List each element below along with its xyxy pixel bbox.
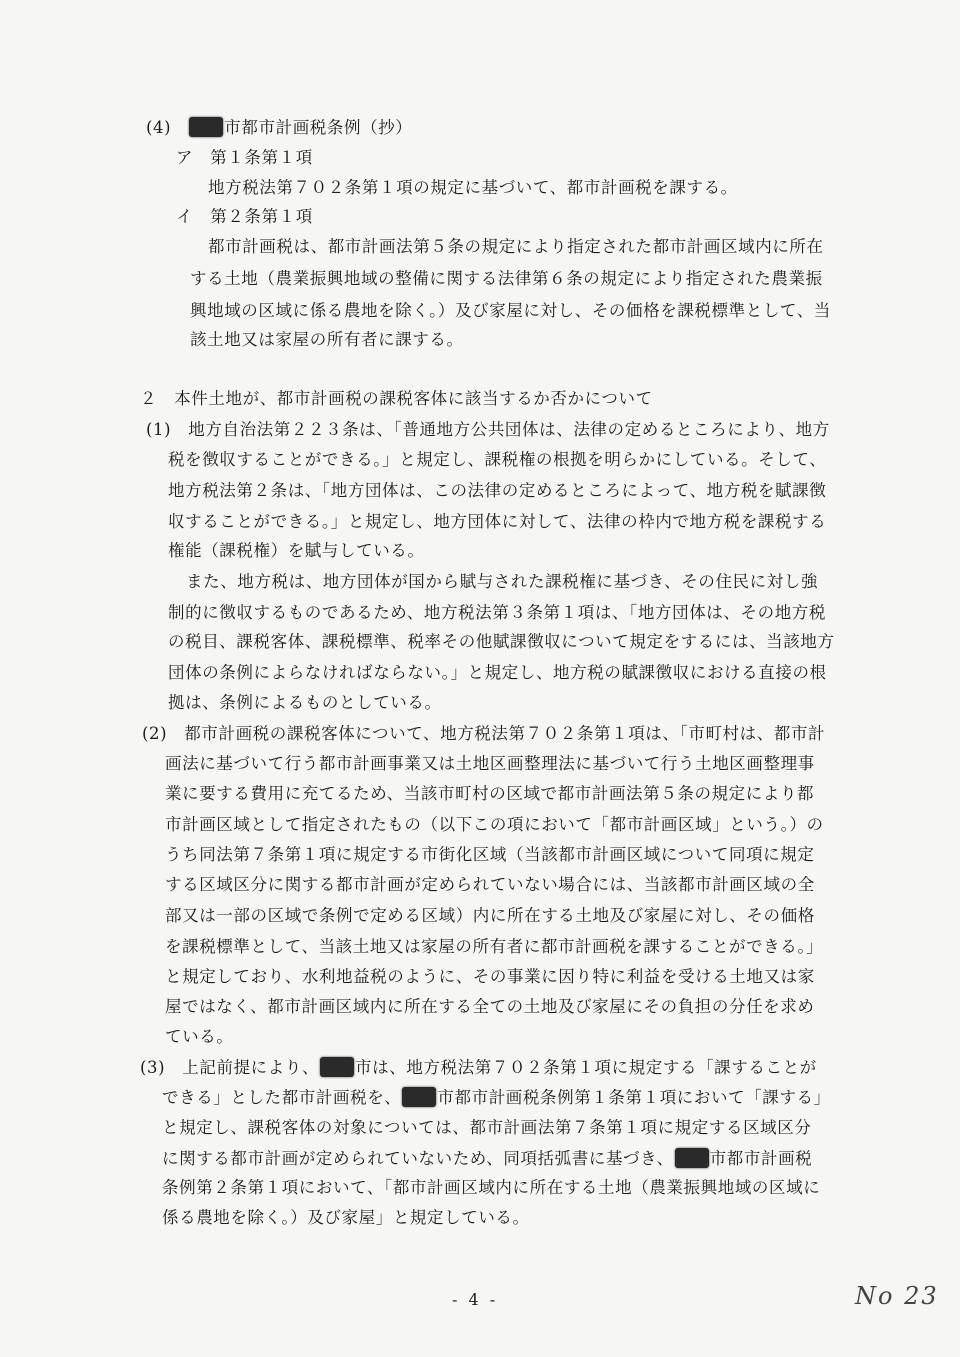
- paragraph3-line: (3) 上記前提により、 市は、地方税法第７０２条第１項に規定する「課することが: [140, 1058, 817, 1077]
- paragraph3-line: 係る農地を除く。）及び家屋」と規定している。: [162, 1208, 530, 1227]
- section2-heading: ２ 本件土地が、都市計画税の課税客体に該当するか否かについて: [140, 389, 653, 408]
- paragraph2-line: 業に要する費用に充てるため、当該市町村の区域で都市計画法第５条の規定により都: [165, 784, 815, 803]
- paragraph2-line: 画法に基づいて行う都市計画事業又は土地区画整理法に基づいて行う土地区画整理事: [165, 754, 815, 773]
- redaction-mark: [675, 1148, 709, 1168]
- paragraph1-line: 制的に徴収するものであるため、地方税法第３条第１項は、「地方団体は、その地方税: [168, 603, 826, 622]
- paragraph2-line: (2) 都市計画税の課税客体について、地方税法第７０２条第１項は、「市町村は、都市計: [142, 724, 826, 743]
- paragraph1-line: また、地方税は、地方団体が国から賦与された課税権に基づき、その住民に対し強: [186, 572, 819, 591]
- paragraph1-line: 拠は、条例によるものとしている。: [168, 693, 442, 712]
- paragraph1-line: 権能（課税権）を賦与している。: [168, 541, 425, 560]
- paragraph2-line: 市計画区域として指定されたもの（以下この項において「都市計画区域」という。）の: [165, 815, 824, 834]
- paragraph1-line: 収することができる。」と規定し、地方団体に対して、法律の枠内で地方税を課税する: [168, 512, 827, 531]
- ordinance-heading: (4) 市都市計画税条例（抄）: [146, 118, 413, 137]
- paragraph1-line: (1) 地方自治法第２２３条は、「普通地方公共団体は、法律の定めるところにより、地方: [146, 420, 830, 439]
- article-i-line: 該土地又は家屋の所有者に課する。: [190, 330, 464, 349]
- redaction-mark: [189, 117, 223, 137]
- handwritten-note: No 23: [855, 1282, 939, 1310]
- paragraph2-line: ている。: [165, 1027, 234, 1046]
- paragraph3-line: 条例第２条第１項において、「都市計画区域内に所在する土地（農業振興地域の区域に: [162, 1178, 821, 1197]
- paragraph2-line: を課税標準として、当該土地又は家屋の所有者に都市計画税を課することができる。」: [165, 937, 824, 956]
- paragraph3-line: できる」とした都市計画税を、 市都市計画税条例第１条第１項において「課する」: [162, 1088, 831, 1107]
- paragraph1-line: 地方税法第２条は、「地方団体は、この法律の定めるところによって、地方税を賦課徴: [168, 481, 827, 500]
- article-i-line: する土地（農業振興地域の整備に関する法律第６条の規定により指定された農業振: [190, 269, 823, 288]
- article-i-line: 興地域の区域に係る農地を除く。）及び家屋に対し、その価格を課税標準として、当: [190, 301, 831, 320]
- paragraph2-line: と規定しており、水利地益税のように、その事業に因り特に利益を受ける土地又は家: [165, 967, 815, 986]
- paragraph3-line: と規定し、課税客体の対象については、都市計画法第７条第１項に規定する区域区分: [162, 1118, 812, 1137]
- article-i-line: 都市計画税は、都市計画法第５条の規定により指定された都市計画区域内に所在: [208, 237, 824, 256]
- article-a-label: ア 第１条第１項: [176, 148, 313, 167]
- paragraph2-line: する区域区分に関する都市計画が定められていない場合には、当該都市計画区域の全: [165, 875, 815, 894]
- article-a-text: 地方税法第７０２条第１項の規定に基づいて、都市計画税を課する。: [208, 178, 738, 197]
- redaction-mark: [402, 1087, 436, 1107]
- paragraph2-line: うち同法第７条第１項に規定する市街化区域（当該都市計画区域について同項に規定: [165, 845, 815, 864]
- paragraph1-line: 税を徴収することができる。」と規定し、課税権の根拠を明らかにしている。そして、: [168, 450, 827, 469]
- paragraph2-line: 屋ではなく、都市計画区域内に所在する全ての土地及び家屋にその負担の分任を求め: [165, 997, 815, 1016]
- redaction-mark: [320, 1057, 354, 1077]
- paragraph2-line: 部又は一部の区域で条例で定める区域）内に所在する土地及び家屋に対し、その価格: [165, 906, 815, 925]
- paragraph1-line: の税目、課税客体、課税標準、税率その他賦課徴収について規定をするには、当該地方: [168, 632, 835, 651]
- paragraph1-line: 団体の条例によらなければならない。」と規定し、地方税の賦課徴収における直接の根: [168, 663, 827, 682]
- paragraph3-line: に関する都市計画が定められていないため、同項括弧書に基づき、 市都市計画税: [162, 1149, 813, 1168]
- article-i-label: イ 第２条第１項: [176, 207, 313, 226]
- page-number: - 4 -: [452, 1290, 499, 1309]
